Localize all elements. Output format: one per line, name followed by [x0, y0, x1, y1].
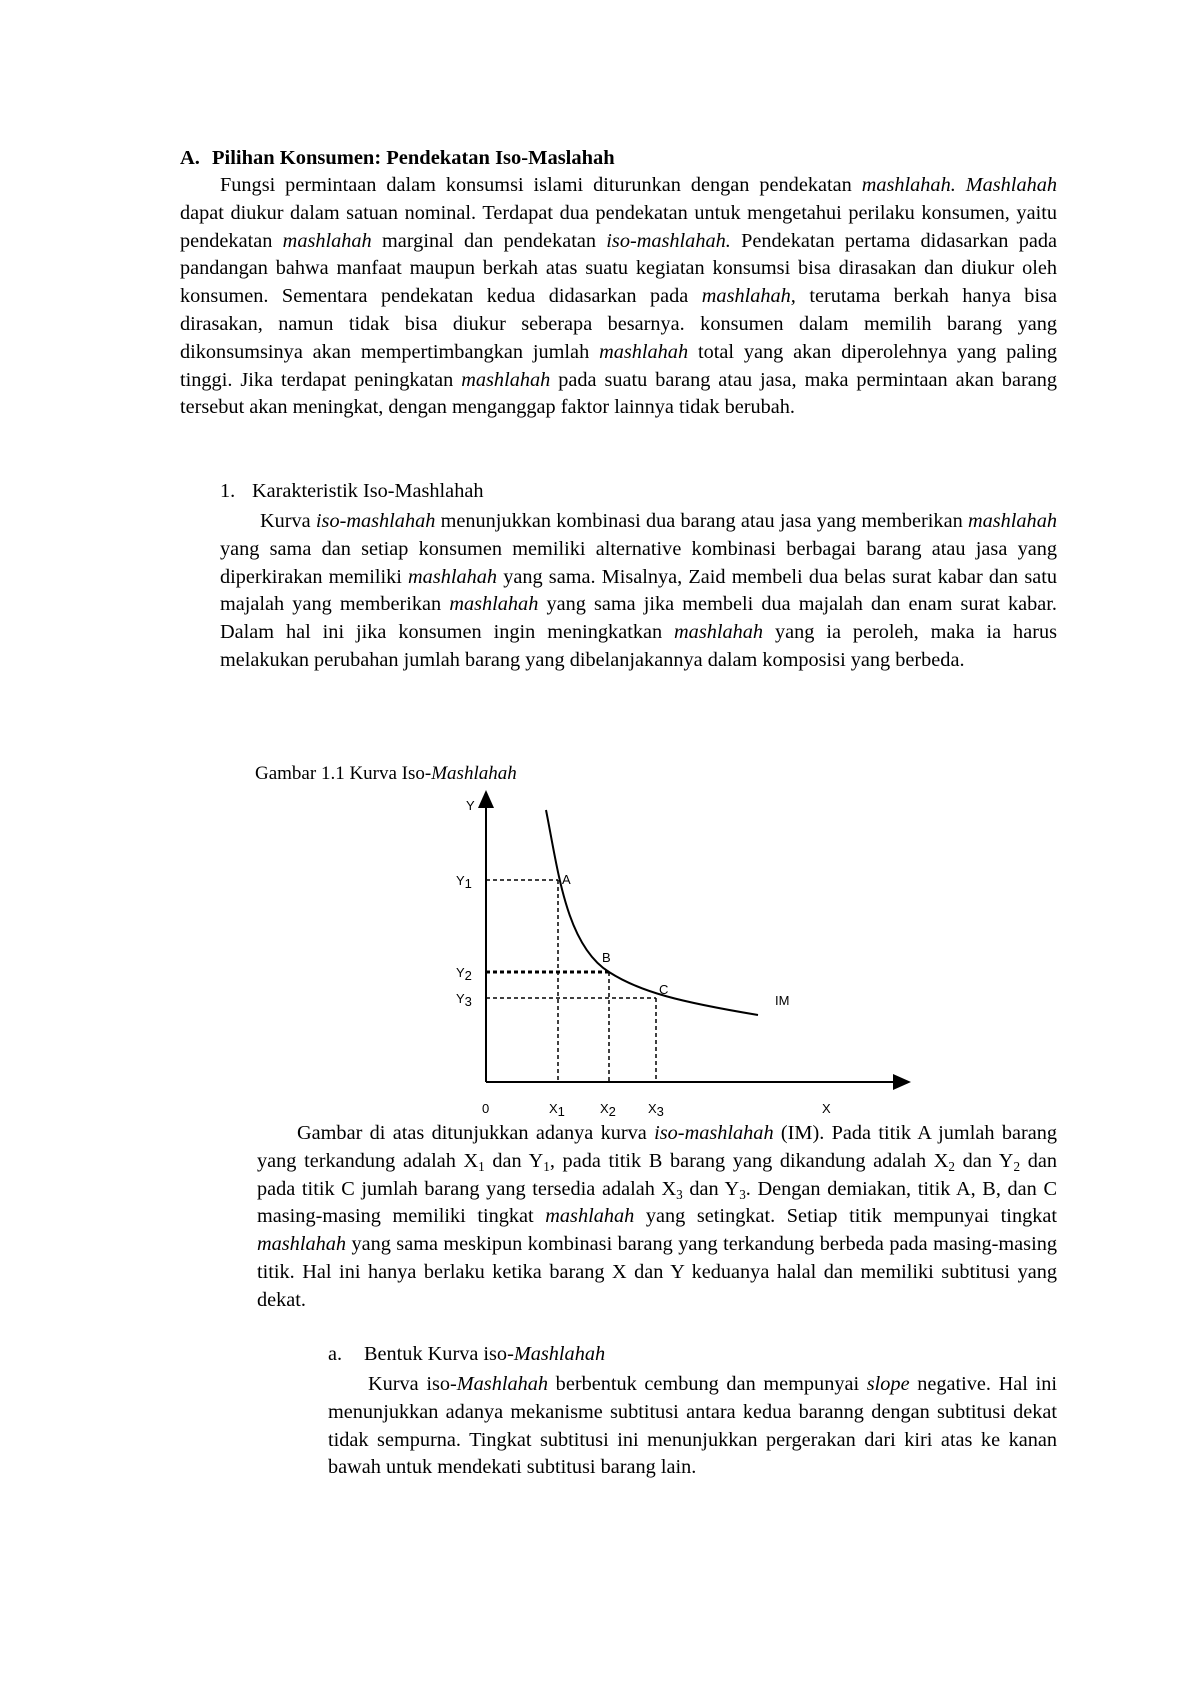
- subsubsection-title: Bentuk Kurva iso-Mashlahah: [364, 1343, 606, 1365]
- subsubsection-heading: [328, 1343, 605, 1366]
- x-tick-x3: X3: [648, 1101, 664, 1119]
- subsection-title: Karakteristik Iso-Mashlahah: [252, 480, 484, 502]
- iso-mashlahah-chart: [440, 790, 920, 1120]
- x-tick-x1: X1: [549, 1101, 565, 1119]
- im-curve: [546, 810, 758, 1015]
- curve-label: IM: [775, 993, 790, 1008]
- paragraph-characteristics: Kurva iso-mashlahah menunjukkan kombinasi dua barang atau jasa yang memberikan mashlahah yang sama dan setiap konsumen memiliki alternative kombinasi berbagai barang atau jasa yang diperkirakan memiliki mashlahah yang sama. Misalnya, Zaid membeli dua belas surat kabar dan satu majalah yang memberikan mashlahah yang sama jika membeli dua majalah dan enam surat kabar. Dalam hal ini jika konsumen ingin meningkatkan mashlahah yang ia peroleh, maka ia harus melakukan perubahan jumlah barang yang dibelanjakannya dalam komposisi yang berbeda.: [220, 510, 1057, 671]
- y-tick-y2: Y2: [456, 965, 472, 983]
- subsection-number: 1.: [220, 480, 236, 502]
- point-a-label: A: [562, 872, 571, 887]
- section-number: A.: [180, 147, 200, 169]
- y-axis-label: Y: [466, 798, 475, 813]
- x-axis-label: X: [822, 1101, 831, 1116]
- point-c-label: C: [659, 982, 669, 997]
- point-b-label: B: [602, 950, 611, 965]
- guide-lines: [486, 880, 656, 1082]
- paragraph-figure-explanation: Gambar di atas ditunjukkan adanya kurva iso-mashlahah (IM). Pada titik A jumlah barang yang terkandung adalah $X_1$ dan $Y_1$, pada titik B barang yang dikandung adalah $X_2$ dan $Y_2$ dan pada titik C jumlah barang yang tersedia adalah $X_3$ dan $Y_3$. Dengan demiakan, titik A, B, dan C masing-masing memiliki tingkat mashlahah yang setingkat. Setiap titik mempunyai tingkat mashlahah yang sama meskipun kombinasi barang yang terkandung berbeda pada masing-masing titik. Hal ini hanya berlaku ketika barang X dan Y keduanya halal dan memiliki subtitusi yang dekat.: [257, 1122, 1058, 1311]
- subsection-heading: [220, 480, 483, 503]
- section-heading: [180, 147, 615, 170]
- paragraph-intro: Fungsi permintaan dalam konsumsi islami diturunkan dengan pendekatan mashlahah. Mashlahah dapat diukur dalam satuan nominal. Terdapat dua pendekatan untuk mengetahui perilaku konsumen, yaitu pendekatan mashlahah marginal dan pendekatan iso-mashlahah. Pendekatan pertama didasarkan pada pandangan bahwa manfaat maupun berkah atas suatu kegiatan konsumsi bisa dirasakan dan diukur oleh konsumen. Sementara pendekatan kedua didasarkan pada mashlahah, terutama berkah hanya bisa dirasakan, namun tidak bisa diukur seberapa besarnya. konsumen dalam memilih barang yang dikonsumsinya akan mempertimbangkan jumlah mashlahah total yang akan diperolehnya yang paling tinggi. Jika terdapat peningkatan mashlahah pada suatu barang atau jasa, maka permintaan akan barang tersebut akan meningkat, dengan menganggap faktor lainnya tidak berubah.: [180, 174, 1057, 419]
- figure-caption: Gambar 1.1 Kurva Iso-Mashlahah: [255, 763, 517, 784]
- x-tick-x2: X2: [600, 1101, 616, 1119]
- y-tick-y3: Y3: [456, 991, 472, 1009]
- subsubsection-number: a.: [328, 1343, 343, 1365]
- origin-label: 0: [482, 1101, 490, 1116]
- section-title: Pilihan Konsumen: Pendekatan Iso-Maslahah: [212, 147, 615, 169]
- y-tick-y1: Y1: [456, 873, 472, 891]
- paragraph-curve-shape: Kurva iso-Mashlahah berbentuk cembung dan mempunyai slope negative. Hal ini menunjukkan adanya mekanisme subtitusi antara kedua baranng dengan subtitusi dekat tidak sempurna. Tingkat subtitusi ini menunjukkan pergerakan dari kiri atas ke kanan bawah untuk mendekati subtitusi barang lain.: [328, 1373, 1057, 1479]
